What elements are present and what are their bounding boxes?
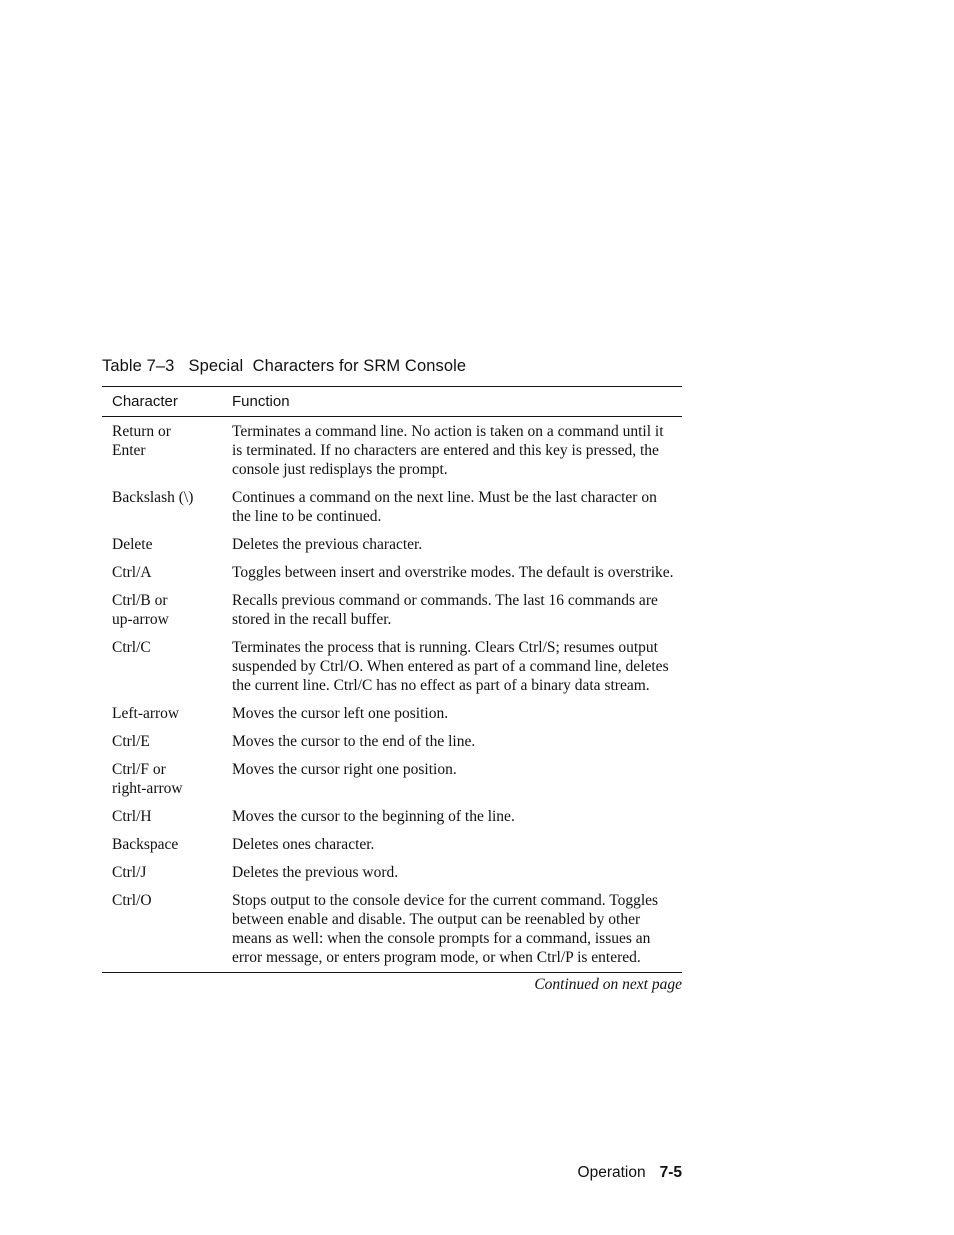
function-cell: Moves the cursor to the end of the line. <box>232 733 476 750</box>
character-cell: Backspace <box>112 836 179 853</box>
function-cell: Terminates a command line. No action is taken on a command until it is terminated. If no characters are entered and this key is pressed, the console just redisplays the prompt. <box>232 423 664 478</box>
character-cell: Ctrl/B or up-arrow <box>112 592 169 628</box>
table-row <box>102 760 682 807</box>
table-row <box>102 732 682 760</box>
column-header-character: Character <box>112 393 178 410</box>
function-cell: Stops output to the console device for the current command. Toggles between enable and disable. The output can be reenabled by other means as well: when the console prompts for a command, issues an error message, or enters program mode, or when Ctrl/P is entered. <box>232 891 682 973</box>
table-row <box>102 863 682 891</box>
function-cell: Recalls previous command or commands. The last 16 commands are stored in the recall buffer. <box>232 592 658 628</box>
special-characters-table <box>102 386 682 973</box>
column-header-function: Function <box>232 393 290 410</box>
character-cell: Ctrl/O <box>102 891 232 973</box>
table-caption <box>102 354 682 378</box>
function-cell: Moves the cursor left one position. <box>232 705 449 722</box>
function-cell: Continues a command on the next line. Must be the last character on the line to be continued. <box>232 489 657 525</box>
table-row <box>102 417 682 489</box>
table-header-row <box>102 387 682 417</box>
table-row <box>102 591 682 638</box>
character-cell: Ctrl/F or right-arrow <box>112 761 183 797</box>
table-row <box>102 638 682 704</box>
table-row <box>102 563 682 591</box>
function-cell: Moves the cursor to the beginning of the line. <box>232 808 515 825</box>
table-number: Table 7–3 <box>102 357 175 375</box>
function-cell: Deletes ones character. <box>232 836 375 853</box>
table-row <box>102 488 682 535</box>
table-row <box>102 704 682 732</box>
character-cell: Ctrl/A <box>112 564 152 581</box>
table-row <box>102 535 682 563</box>
function-cell: Moves the cursor right one position. <box>232 761 457 778</box>
table-row <box>102 807 682 835</box>
character-cell: Delete <box>112 536 153 553</box>
character-cell: Backslash (\) <box>112 489 194 506</box>
page-number: 7-5 <box>659 1164 682 1181</box>
table-row <box>102 891 682 973</box>
continued-notice: Continued on next page <box>534 976 682 993</box>
character-cell: Return or Enter <box>112 423 171 459</box>
function-cell: Terminates the process that is running. Clears Ctrl/S; resumes output suspended by Ctrl/O. When entered as part of a command line, deletes the current line. Ctrl/C has no effect as part of a binary data stream. <box>232 639 669 694</box>
table-row <box>102 835 682 863</box>
table-title: Special Characters for SRM Console <box>188 357 467 375</box>
function-cell: Toggles between insert and overstrike modes. The default is overstrike. <box>232 564 674 581</box>
character-cell: Ctrl/E <box>112 733 150 750</box>
footer-section-name: Operation <box>577 1164 646 1181</box>
function-cell: Deletes the previous word. <box>232 864 399 881</box>
document-page <box>102 354 682 994</box>
character-cell: Ctrl/C <box>112 639 151 656</box>
function-cell: Deletes the previous character. <box>232 536 423 553</box>
character-cell: Ctrl/J <box>112 864 147 881</box>
page-footer <box>102 1163 682 1183</box>
character-cell: Ctrl/H <box>112 808 152 825</box>
character-cell: Left-arrow <box>112 705 180 722</box>
